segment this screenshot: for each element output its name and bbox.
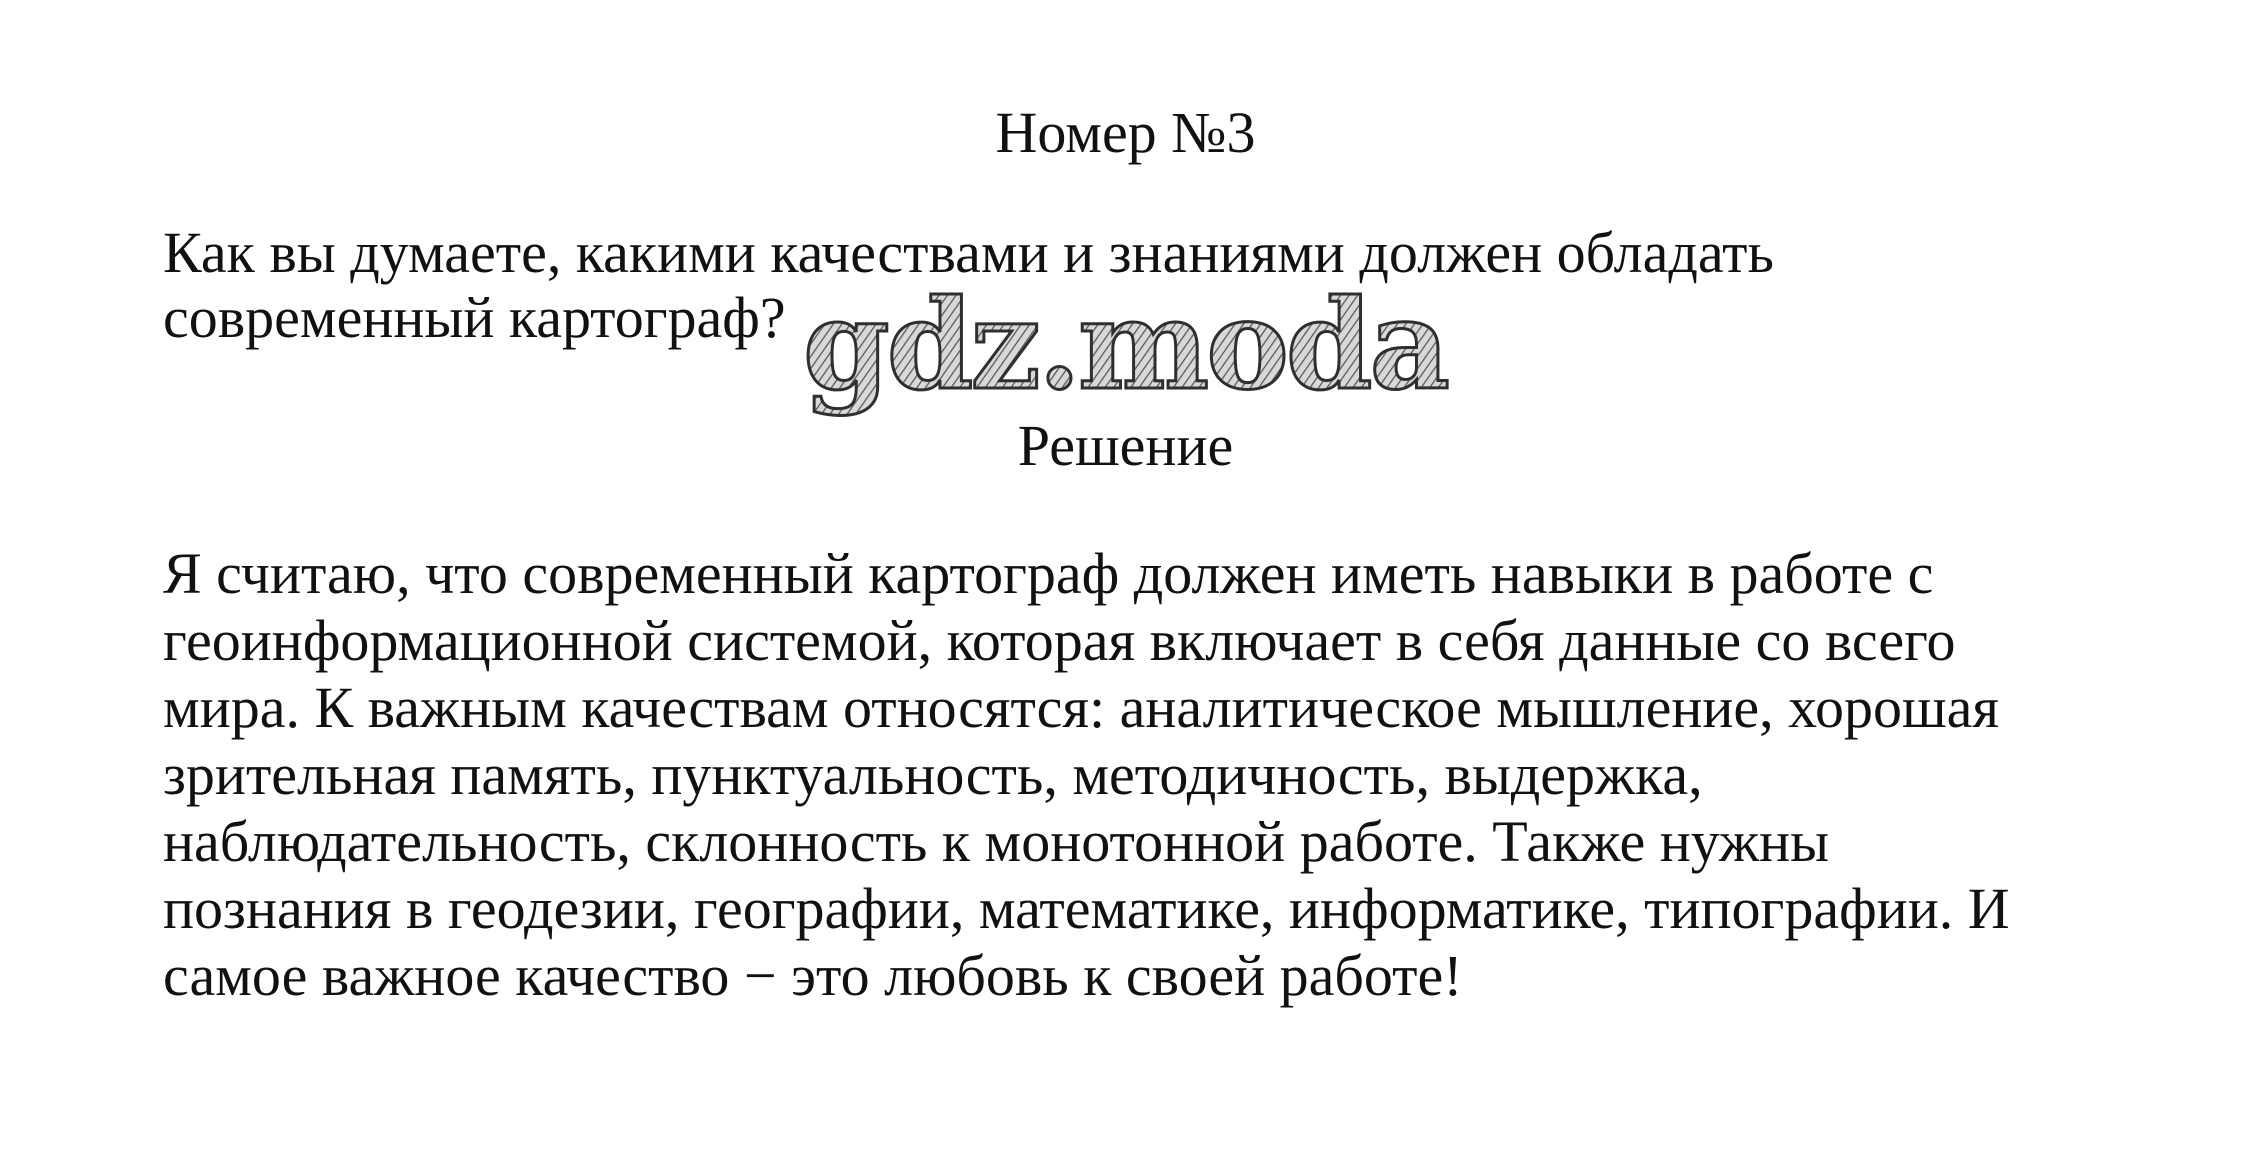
watermark-text: gdz.moda	[803, 280, 1447, 418]
answer-line: Я считаю, что современный картограф должен иметь навыки в работе с	[163, 541, 1934, 606]
solution-heading: Решение	[1017, 413, 1234, 478]
answer-line: самое важное качество − это любовь к своей работе!	[163, 943, 1463, 1008]
answer-line: геоинформационной системой, которая включает в себя данные со всего	[163, 608, 1956, 673]
page-title: Номер №3	[995, 100, 1256, 165]
question-text	[163, 220, 2123, 350]
answer-line: зрительная память, пунктуальность, методичность, выдержка,	[163, 742, 1703, 807]
question-line: Как вы думаете, какими качествами и знаниями должен обладать	[163, 220, 1774, 285]
answer-line: познания в геодезии, географии, математике, информатике, типографии. И	[163, 876, 2010, 941]
answer-line: мира. К важным качествам относятся: аналитическое мышление, хорошая	[163, 675, 2000, 740]
answer-text	[163, 540, 2163, 1009]
question-line: современный картограф?	[163, 285, 786, 350]
answer-line: наблюдательность, склонность к монотонной работе. Также нужны	[163, 809, 1830, 874]
